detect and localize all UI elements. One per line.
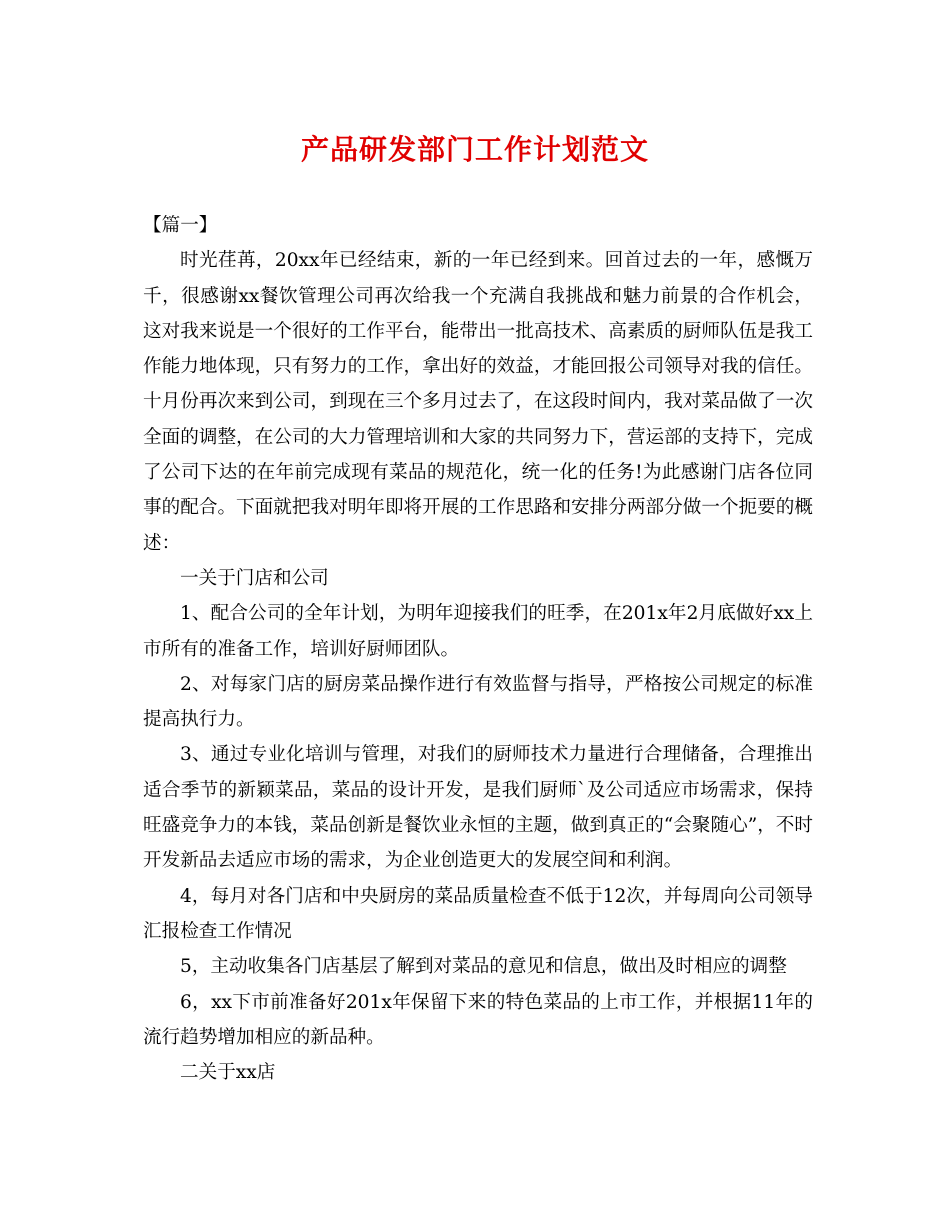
list-item: 6，xx下市前准备好201x年保留下来的特色菜品的上市工作，并根据11年的流行趋势增加相应的新品种。 [143, 991, 813, 1048]
list-item: 4，每月对各门店和中央厨房的菜品质量检查不低于12次，并每周向公司领导汇报检查工作情况 [143, 885, 813, 942]
list-item: 2、对每家门店的厨房菜品操作进行有效监督与指导，严格按公司规定的标准提高执行力。 [143, 673, 813, 731]
document-title: 产品研发部门工作计划范文 [300, 133, 649, 166]
list-item: 1、配合公司的全年计划，为明年迎接我们的旺季，在201x年2月底做好xx上市所有的准备工作，培训好厨师团队。 [143, 603, 813, 660]
list-item: 5，主动收集各门店基层了解到对菜品的意见和信息，做出及时相应的调整 [180, 956, 787, 978]
heading-xx-store: 二关于xx店 [180, 1062, 276, 1084]
document-body [143, 208, 813, 1090]
intro-paragraph: 时光荏苒，20xx年已经结束，新的一年已经到来。回首过去的一年，感慨万千，很感谢xx餐饮管理公司再次给我一个充满自我挑战和魅力前景的合作机会，这对我来说是一个很好的工作平台，能带出一批高技术、高素质的厨师队伍是我工作能力地体现，只有努力的工作，拿出好的效益，才能回报公司领导对我的信任。十月份再次来到公司，到现在三个多月过去了，在这段时间内，我对菜品做了一次全面的调整，在公司的大力管理培训和大家的共同努力下，营运部的支持下，完成了公司下达的在年前完成现有菜品的规范化，统一化的任务!为此感谢门店各位同事的配合。下面就把我对明年即将开展的工作思路和安排分两部分做一个扼要的概述： [143, 250, 813, 554]
heading-stores-company: 一关于门店和公司 [180, 567, 329, 589]
list-item: 3、通过专业化培训与管理，对我们的厨师技术力量进行合理储备，合理推出适合季节的新颖菜品，菜品的设计开发，是我们厨师`及公司适应市场需求，保持旺盛竞争力的本钱，菜品创新是餐饮业永恒的主题，做到真正的“会聚随心”，不时开发新品去适应市场的需求，为企业创造更大的发展空间和利润。 [143, 744, 813, 872]
section-label: 【篇一】 [143, 215, 218, 236]
